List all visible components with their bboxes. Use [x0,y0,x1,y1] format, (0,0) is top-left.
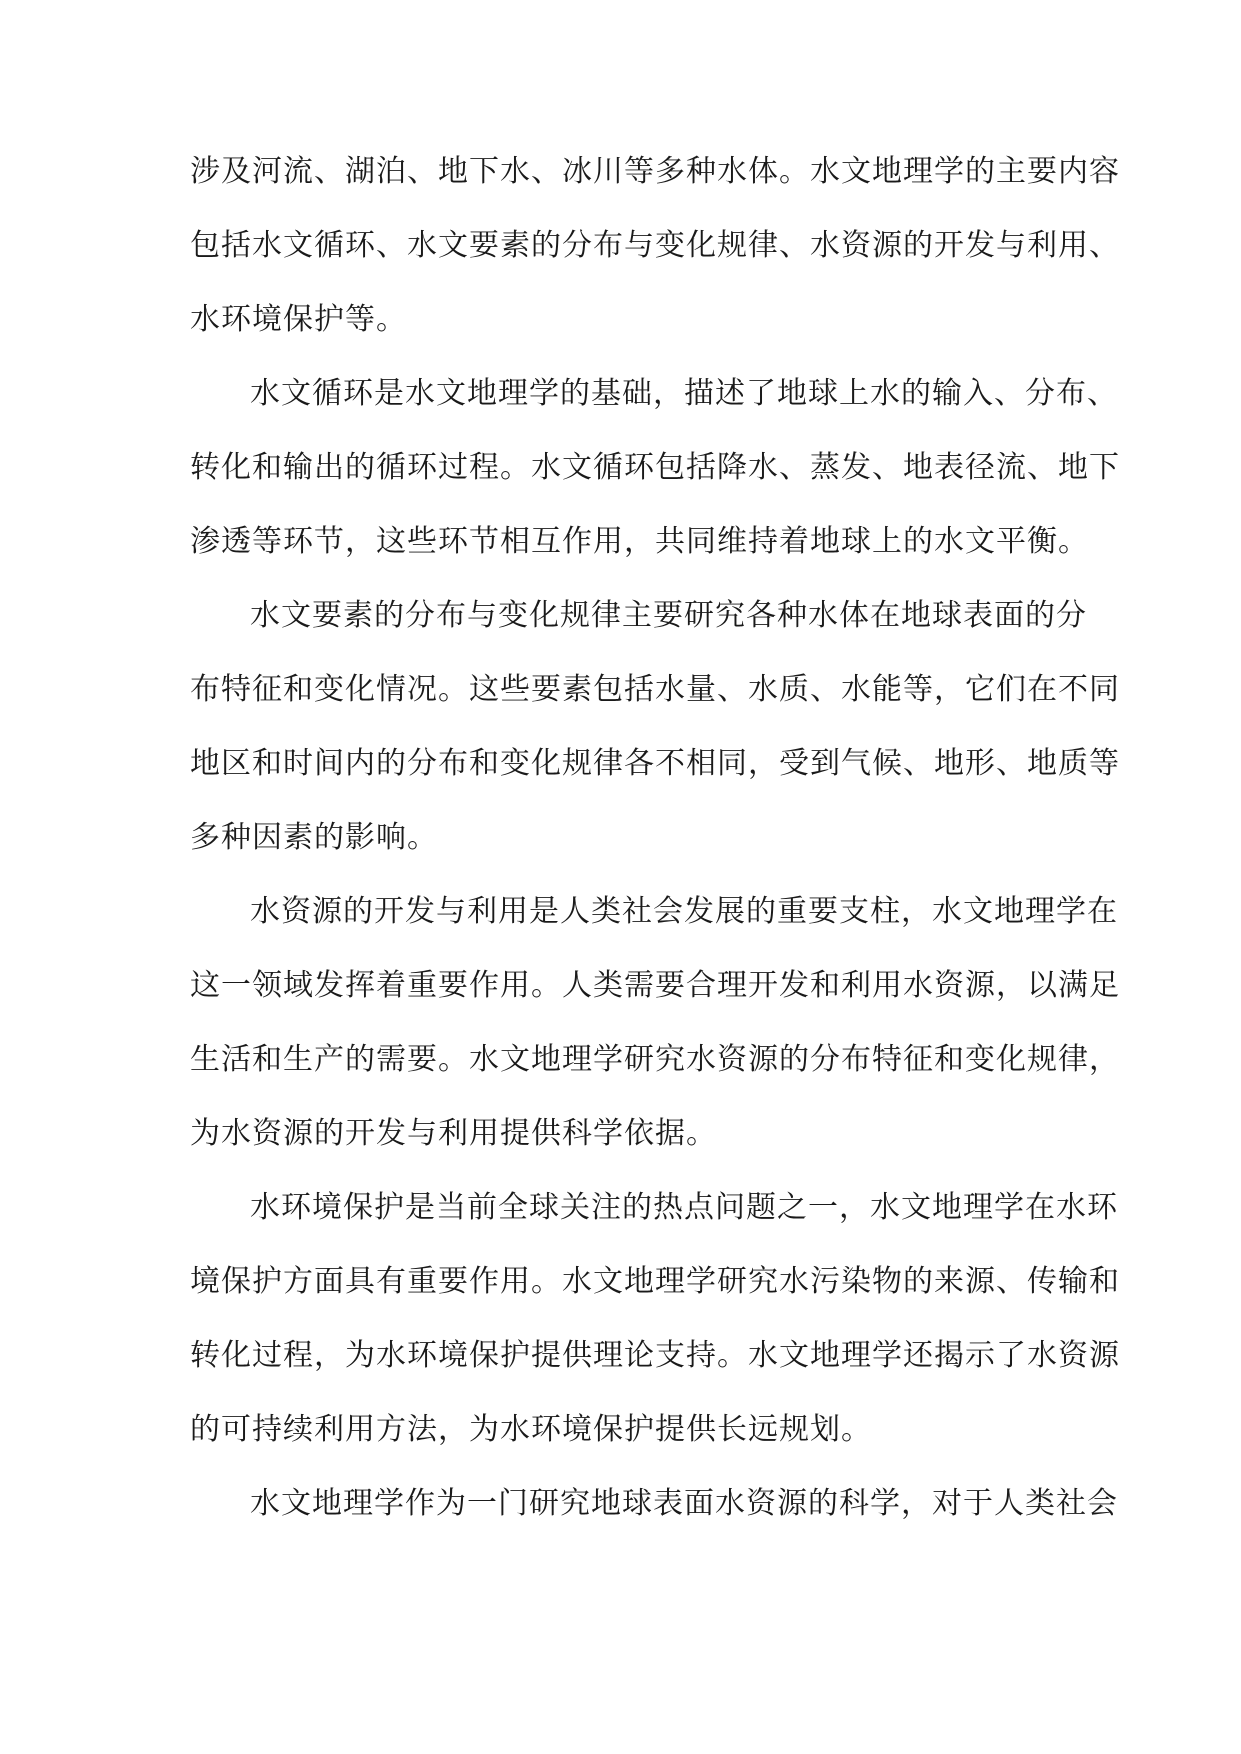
text-line: 水环境保护等。 [190,302,407,337]
text-line: 水资源的开发与利用是人类社会发展的重要支柱，水文地理学在 [250,894,1118,929]
text-line: 水文循环是水文地理学的基础，描述了地球上水的输入、分布、 [250,376,1118,411]
text-line: 布特征和变化情况。这些要素包括水量、水质、水能等，它们在不同 [190,672,1120,707]
text-line: 水文要素的分布与变化规律主要研究各种水体在地球表面的分 [250,598,1087,633]
text-line: 境保护方面具有重要作用。水文地理学研究水污染物的来源、传输和 [190,1264,1120,1299]
text-line: 涉及河流、湖泊、地下水、冰川等多种水体。水文地理学的主要内容 [190,154,1120,189]
text-line: 水文地理学作为一门研究地球表面水资源的科学，对于人类社会 [250,1486,1118,1521]
text-line: 渗透等环节，这些环节相互作用，共同维持着地球上的水文平衡。 [190,524,1089,559]
text-line: 转化过程，为水环境保护提供理论支持。水文地理学还揭示了水资源 [190,1338,1120,1373]
text-line: 地区和时间内的分布和变化规律各不相同，受到气候、地形、地质等 [190,746,1120,781]
text-line: 多种因素的影响。 [190,820,438,855]
text-line: 包括水文循环、水文要素的分布与变化规律、水资源的开发与利用、 [190,228,1120,263]
text-line: 为水资源的开发与利用提供科学依据。 [190,1116,717,1151]
text-line: 生活和生产的需要。水文地理学研究水资源的分布特征和变化规律， [190,1042,1120,1077]
text-line: 这一领域发挥着重要作用。人类需要合理开发和利用水资源，以满足 [190,968,1120,1003]
text-line: 转化和输出的循环过程。水文循环包括降水、蒸发、地表径流、地下 [190,450,1120,485]
text-line: 水环境保护是当前全球关注的热点问题之一，水文地理学在水环 [250,1190,1118,1225]
text-line: 的可持续利用方法，为水环境保护提供长远规划。 [190,1412,872,1447]
